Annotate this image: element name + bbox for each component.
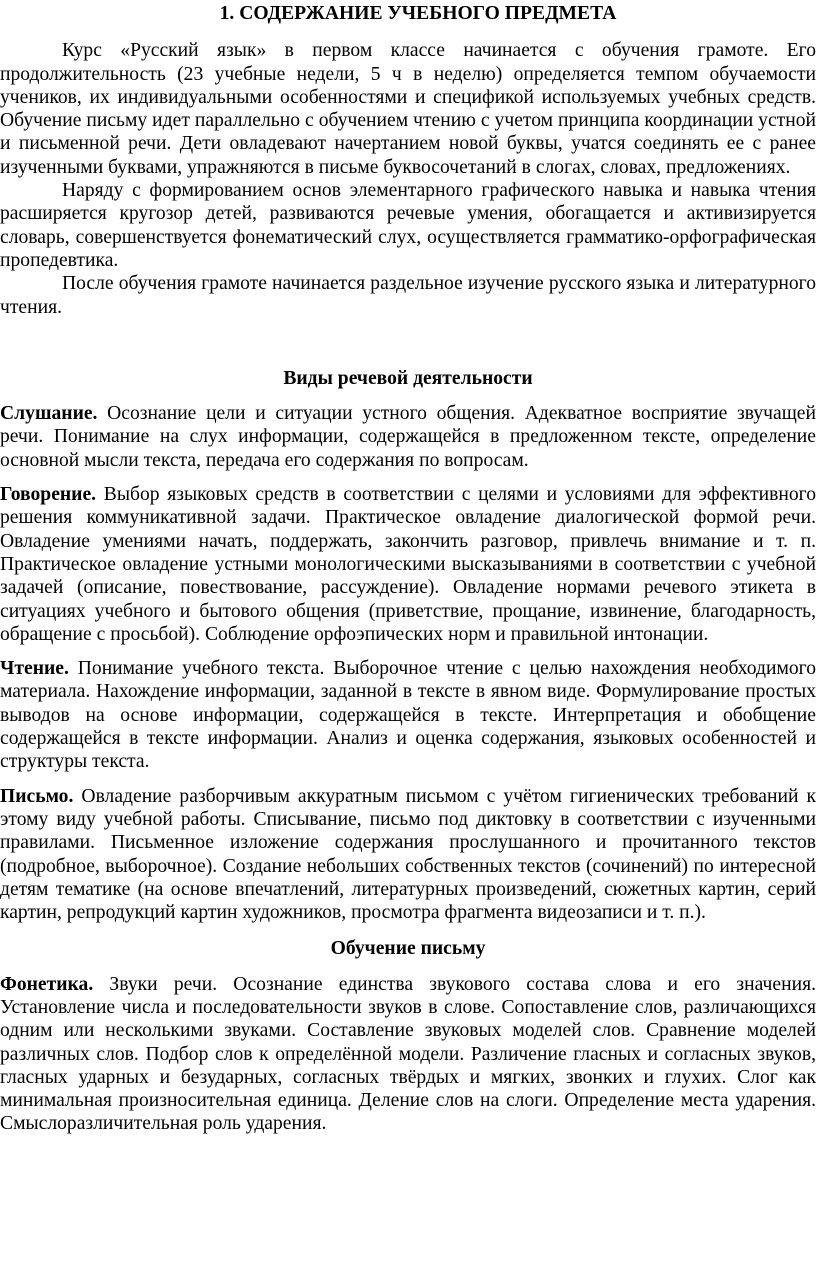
text-phonetics: Звуки речи. Осознание единства звукового состава слова и его значения. Установление числа и последовательности звуков в слове. Сопоставление слов, различающихся одним или несколькими звуками. Составление звуковых моделей слов. Сравнение моделей различных слов. Подбор слов к определённой модели. Различение гласных и согласных звуков, гласных ударных и безударных, согласных твёрдых и мягких, звонких и глухих. Слог как минимальная произносительная единица. Деление слов на слоги. Определение места ударения. Смыслоразличительная роль ударения. [0,973,816,1135]
intro-paragraph-2: Наряду с формированием основ элементарного графического навыка и навыка чтения расширяется кругозор детей, развиваются речевые умения, обогащается и активизируется словарь, совершенствуется фонематический слух, осуществляется грамматико-орфографическая пропедевтика. [0,180,816,271]
section-heading-writing-instruction: Обучение письму [330,938,486,960]
section-heading-speech-activity: Виды речевой деятельности [283,367,533,389]
paragraph-writing [0,785,816,925]
paragraph-phonetics [0,973,816,1136]
paragraph-reading [0,657,816,773]
intro-paragraph-1: Курс «Русский язык» в первом классе начинается с обучения грамоте. Его продолжительность (23 учебные недели, 5 ч в неделю) определяется темпом обучаемости учеников, их индивидуальными особенностями и спецификой используемых учебных средств. Обучение письму идет параллельно с обучением чтению с учетом принципа координации устной и письменной речи. Дети овладевают начертанием новой буквы, учатся соединять ее с ранее изученными буквами, упражняются в письме буквосочетаний в слогах, словах, предложениях. [0,40,816,178]
term-writing: Письмо. [0,785,74,807]
text-reading: Понимание учебного текста. Выборочное чтение с целью нахождения необходимого материала. Нахождение информации, заданной в тексте в явном виде. Формулирование простых выводов на основе информации, содержащейся в тексте. Интерпретация и обобщение содержащейся в тексте информации. Анализ и оценка содержания, языковых особенностей и структуры текста. [0,658,816,773]
term-speaking: Говорение. [0,484,97,506]
term-phonetics: Фонетика. [0,973,94,995]
document-title: 1. СОДЕРЖАНИЕ УЧЕБНОГО ПРЕДМЕТА [219,3,617,24]
paragraph-speaking [0,483,816,646]
text-speaking: Выбор языковых средств в соответствии с целями и условиями для эффективного решения коммуникативной задачи. Практическое овладение диалогической формой речи. Овладение умениями начать, поддержать, закончить разговор, привлечь внимание и т. п. Практическое овладение устными монологическими высказываниями в соответствии с учебной задачей (описание, повествование, рассуждение). Овладение нормами речевого этикета в ситуациях учебного и бытового общения (приветствие, прощание, извинение, благодарность, обращение с просьбой). Соблюдение орфоэпических норм и правильной интонации. [0,484,816,645]
intro-paragraph-3: После обучения грамоте начинается раздельное изучение русского языка и литературного чтения. [0,273,816,318]
term-reading: Чтение. [0,658,69,680]
text-listening: Осознание цели и ситуации устного общения. Адекватное восприятие звучащей речи. Понимание на слух информации, содержащейся в предложенном тексте, определение основной мысли текста, передача его содержания по вопросам. [0,403,816,471]
intro-block [0,39,816,319]
text-writing: Овладение разборчивым аккуратным письмом с учётом гигиенических требований к этому виду учебной работы. Списывание, письмо под диктовку в соответствии с изученными правилами. Письменное изложение содержания прослушанного и прочитанного текстов (подробное, выборочное). Создание небольших собственных текстов (сочинений) по интересной детям тематике (на основе впечатлений, литературных произведений, сюжетных картин, серий картин, репродукций картин художников, просмотра фрагмента видеозаписи и т. п.). [0,785,816,924]
term-listening: Слушание. [0,403,98,425]
paragraph-listening [0,402,816,472]
